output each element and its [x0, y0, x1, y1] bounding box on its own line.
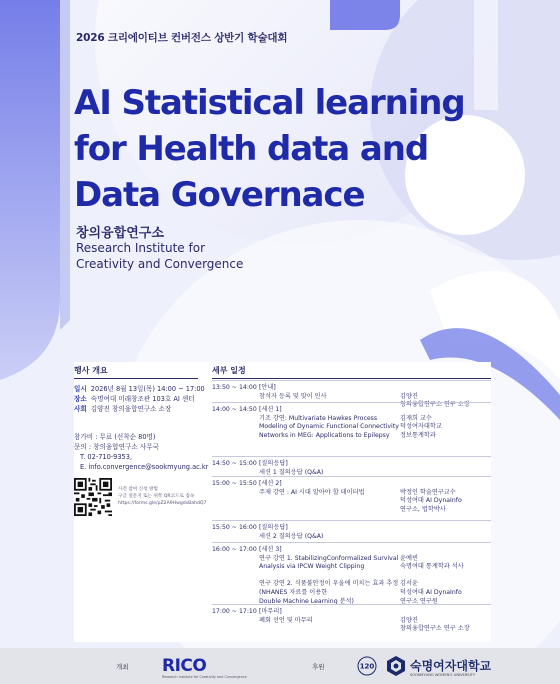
schedule-content-line: Networks in MEG: Applications to Epilepsy [259, 431, 390, 439]
host-value: 김양진 창의융합연구소 소장 [90, 405, 172, 413]
schedule-speaker-line [400, 608, 492, 617]
organizer-english-line-1: Research Institute for [76, 241, 206, 255]
email-link[interactable]: E. info.convergence@sookmyung.ac.kr [80, 463, 209, 471]
qr-line-2: 구글 설문지 또는 위쪽 QR코드로 접속 [118, 494, 195, 499]
host-key: 사회 [74, 405, 87, 413]
schedule-speaker [400, 406, 492, 440]
schedule-time: 17:00 ~ 17:10 [212, 608, 257, 615]
schedule-speaker [400, 546, 492, 606]
schedule-speaker-line: 덕성여자대학교 [400, 423, 442, 431]
tel-text: T. 02-710-9353, [80, 453, 133, 461]
schedule-speaker-line [400, 384, 492, 393]
schedule-content-line: [안내] [259, 384, 276, 391]
qr-link[interactable]: https://forms.gle/pZ2A9HwgdsBahdQ7 [118, 501, 207, 506]
schedule-speaker-line: 창의융합연구소 연구 소장 [400, 625, 470, 633]
overview-divider [74, 378, 198, 379]
place-key: 장소 [74, 395, 87, 403]
schedule-row [212, 380, 491, 409]
schedule-content [259, 480, 387, 497]
organizer-english [76, 240, 243, 272]
qr-line-1: 사전 참여 신청 방법 [118, 487, 158, 492]
schedule-speaker-line: 덕성여대 AI DynaInfo [400, 497, 462, 505]
schedule-speaker-line [400, 546, 492, 555]
qr-instructions [118, 486, 206, 507]
schedule-content-line: 세션 2 질의응답 (Q&A) [259, 532, 324, 540]
schedule-content-line: 연구 강연 2. 식품불안정이 우울에 미치는 효과 추정 [259, 580, 399, 588]
organizer-korean: 창의융합연구소 [76, 226, 164, 241]
schedule-speaker [400, 608, 492, 634]
schedule-row [212, 520, 491, 543]
schedule-content-line: [질의응답] [259, 524, 288, 531]
schedule-content-line: 폐회 선언 및 마무리 [259, 616, 313, 624]
schedule-speaker-line: 김양진 [400, 392, 418, 400]
schedule-content-line: [질의응답] [259, 460, 288, 467]
overview-date [74, 384, 205, 394]
schedule-content-line: Double Machine Learning 분석) [259, 597, 354, 605]
schedule-speaker-line: 덕성여대 AI DynaInfo [400, 588, 462, 596]
organizer-english-line-2: Creativity and Convergence [76, 257, 244, 271]
event-name: 2026 크리에이티브 컨버전스 상반기 학술대회 [76, 32, 288, 44]
schedule-time: 13:50 ~ 14:00 [212, 384, 257, 391]
schedule-speaker-line: 정보통계학과 [400, 431, 436, 439]
overview-place [74, 394, 195, 404]
schedule-content-line: (NHANES 자료를 이용한 [259, 588, 328, 596]
anniversary-emblem-icon [356, 656, 378, 676]
sponsor-label: 후원 [312, 663, 325, 671]
date-value: 2026년 8월 13일(목) 14:00 ~ 17:00 [90, 385, 205, 393]
schedule-speaker-line: 창의융합연구소 연구 소장 [400, 401, 470, 409]
overview-contact [74, 432, 208, 472]
title-line-3: Data Governace [74, 175, 365, 215]
schedule-speaker-line: 연구소, 법학박사 [400, 505, 446, 513]
qr-code-icon[interactable] [74, 478, 112, 516]
university-name: 숙명여자대학교 [410, 659, 492, 673]
schedule-row [212, 604, 491, 631]
schedule-content [259, 460, 387, 477]
overview-host [74, 404, 171, 414]
info-panel [74, 362, 491, 642]
schedule-content [259, 384, 387, 401]
schedule-content-line: [마무리] [259, 608, 282, 615]
overview-heading: 행사 개요 [74, 366, 108, 375]
title-line-1: AI Statistical learning [74, 83, 465, 123]
schedule-divider [212, 378, 491, 379]
schedule-heading: 세부 일정 [212, 366, 246, 375]
schedule-speaker-line: 연구소 연구원 [400, 597, 438, 605]
schedule-time: 16:00 ~ 17:00 [212, 546, 257, 553]
schedule-speaker-line [400, 480, 492, 489]
rico-logo: RICO [162, 656, 207, 676]
place-value: 숙명여대 미래창조관 103호 AI 센터 [90, 395, 195, 403]
schedule-content-line: 참석자 등록 및 맞이 인사 [259, 392, 327, 400]
schedule-content-line: Analysis via IPCW Weight Clipping [259, 563, 365, 571]
host-label: 개최 [116, 663, 129, 671]
schedule-row [212, 542, 491, 605]
rico-logo-subtitle: Research Institute for Creativity and Convergence [162, 675, 247, 679]
fee-text: 참가비 : 무료 (선착순 80명) [74, 433, 156, 441]
schedule-time: 15:50 ~ 16:00 [212, 524, 257, 531]
schedule-content-line: 연구 강연 1. StabilizingConformalized Survival [259, 554, 399, 562]
schedule-speaker-line: 김서윤 [400, 580, 418, 588]
schedule-speaker-line: 김양진 [400, 616, 418, 624]
schedule-content [259, 546, 399, 606]
schedule-content [259, 608, 387, 625]
anniversary-number: 120 [359, 662, 375, 671]
schedule-speaker-line: 김재희 교수 [400, 414, 432, 422]
schedule-speaker-line [400, 406, 492, 415]
schedule-time: 14:50 ~ 15:00 [212, 460, 257, 467]
schedule-content-line: 기조 강연: Multivariate Hawkes Process [259, 414, 378, 422]
schedule-content-line: Modeling of Dynamic Functional Connectivity [259, 423, 399, 431]
schedule-content-line: [세션 2] [259, 480, 282, 487]
date-key: 일시 [74, 385, 87, 393]
schedule-row [212, 402, 491, 457]
schedule-content [259, 406, 399, 440]
schedule-content [259, 524, 387, 541]
schedule-row [212, 476, 491, 521]
schedule-content-line: 세션 1 질의응답 (Q&A) [259, 468, 324, 476]
footer [0, 648, 560, 684]
university-name-english: SOOKMYUNG WOMEN'S UNIVERSITY [410, 673, 476, 677]
schedule-time: 14:00 ~ 14:50 [212, 406, 257, 413]
contact-text: 문의 : 창의융합연구소 사무국 [74, 443, 159, 451]
schedule-content-line: [세션 1] [259, 406, 282, 413]
university-seal-icon [386, 655, 406, 677]
schedule-speaker-line: 숙명여대 통계학과 석사 [400, 563, 464, 571]
schedule-content-line: 주제 강연 : AI 시대 알아야 할 데이터법 [259, 488, 365, 496]
schedule-speaker [400, 480, 492, 514]
page-title [74, 80, 494, 218]
schedule-speaker-line: 박정인 학술연구교수 [400, 488, 456, 496]
schedule-row [212, 456, 491, 477]
title-line-2: for Health data and [74, 129, 429, 169]
schedule-content-line: [세션 3] [259, 546, 282, 553]
schedule-speaker-line: 윤예빈 [400, 554, 418, 562]
schedule-time: 15:00 ~ 15:50 [212, 480, 257, 487]
